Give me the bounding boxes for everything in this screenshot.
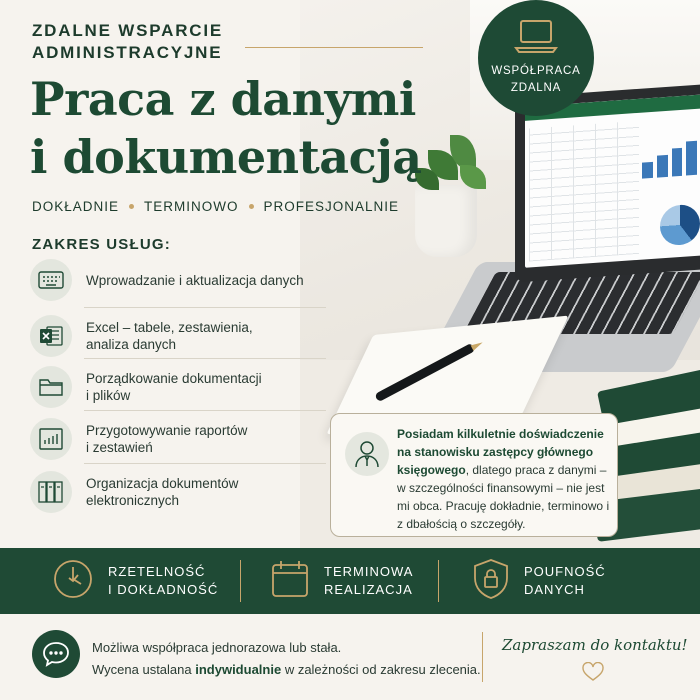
- service-label: Excel – tabele, zestawienia,: [86, 320, 253, 335]
- badge-line-2: ZDALNA: [510, 82, 562, 94]
- gold-divider: [245, 47, 423, 48]
- folder-icon: [30, 366, 72, 408]
- footer-line-2: [92, 662, 481, 677]
- experience-highlight: Posiadam kilkuletnie doświadczenie na stanowisku zastępcy głównego księgowego: [397, 427, 604, 477]
- chart-icon: [30, 418, 72, 460]
- divider: [84, 410, 326, 411]
- tagline-item: PROFESJONALNIE: [263, 199, 400, 214]
- features-band: [0, 548, 700, 614]
- footer-highlight: indywidualnie: [195, 662, 282, 677]
- eyebrow-line-2: ADMINISTRACYJNE: [32, 43, 223, 62]
- tagline: [32, 199, 399, 214]
- shield-lock-icon: [472, 558, 510, 605]
- feature-label: DANYCH: [524, 582, 585, 597]
- divider: [84, 463, 326, 464]
- clock-icon: [52, 558, 94, 605]
- tagline-item: TERMINOWO: [144, 199, 239, 214]
- laptop-icon: [514, 18, 558, 59]
- remote-badge: [478, 0, 594, 116]
- service-label: i plików: [86, 388, 131, 403]
- experience-card: [330, 413, 618, 537]
- keyboard-icon: [30, 259, 72, 301]
- feature-label: POUFNOŚĆ: [524, 564, 606, 579]
- divider: [482, 632, 483, 682]
- eyebrow-line-1: ZDALNE WSPARCIE: [32, 21, 224, 40]
- page-title: [30, 70, 422, 186]
- spreadsheet: [525, 93, 700, 268]
- service-item: [30, 310, 326, 362]
- divider: [84, 307, 326, 308]
- service-label: i zestawień: [86, 440, 153, 455]
- experience-text: , dlatego praca z danymi – w szczególności finansowymi – nie jest mi obca. Pracuję dokładnie, terminowo i z dbałością o szczegóły.: [397, 463, 610, 531]
- calendar-icon: [270, 559, 310, 604]
- excel-icon: [30, 315, 72, 357]
- chat-bubble-icon: [32, 630, 80, 678]
- feature-label: RZETELNOŚĆ: [108, 564, 206, 579]
- title-line-2: i dokumentacją: [30, 130, 422, 184]
- binders-icon: [30, 471, 72, 513]
- feature-label: TERMINOWA: [324, 564, 414, 579]
- tagline-item: DOKŁADNIE: [32, 199, 120, 214]
- service-label: elektronicznych: [86, 493, 180, 508]
- title-line-1: Praca z danymi: [30, 72, 416, 126]
- feature-item: [472, 558, 606, 604]
- feature-label: I DOKŁADNOŚĆ: [108, 582, 219, 597]
- footer-text: Wycena ustalana: [92, 662, 196, 677]
- service-item: [30, 466, 326, 518]
- footer-line-1: Możliwa współpraca jednorazowa lub stała.: [92, 640, 342, 655]
- service-label: Przygotowywanie raportów: [86, 423, 248, 438]
- footer-text: w zależności od zakresu zlecenia.: [281, 662, 481, 677]
- divider: [438, 560, 439, 602]
- badge-line-1: WSPÓŁPRACA: [491, 65, 581, 77]
- service-item: [30, 254, 326, 306]
- plant-pot: [415, 185, 477, 257]
- service-label: Organizacja dokumentów: [86, 476, 239, 491]
- service-label: analiza danych: [86, 337, 177, 352]
- service-label: Wprowadzanie i aktualizacja danych: [86, 272, 304, 288]
- feature-label: REALIZACJA: [324, 582, 413, 597]
- contact-cta[interactable]: Zapraszam do kontaktu!: [502, 636, 688, 654]
- person-icon: [345, 432, 389, 476]
- service-label: Porządkowanie dokumentacji: [86, 371, 262, 386]
- heart-icon: [582, 662, 604, 687]
- divider: [84, 358, 326, 359]
- feature-item: [52, 558, 218, 604]
- eyebrow: [32, 20, 223, 64]
- divider: [240, 560, 241, 602]
- bullet-dot: [129, 204, 134, 209]
- service-item: [30, 361, 326, 413]
- feature-item: [270, 558, 413, 604]
- bullet-dot: [249, 204, 254, 209]
- services-title: ZAKRES USŁUG:: [32, 236, 171, 253]
- service-item: [30, 413, 326, 465]
